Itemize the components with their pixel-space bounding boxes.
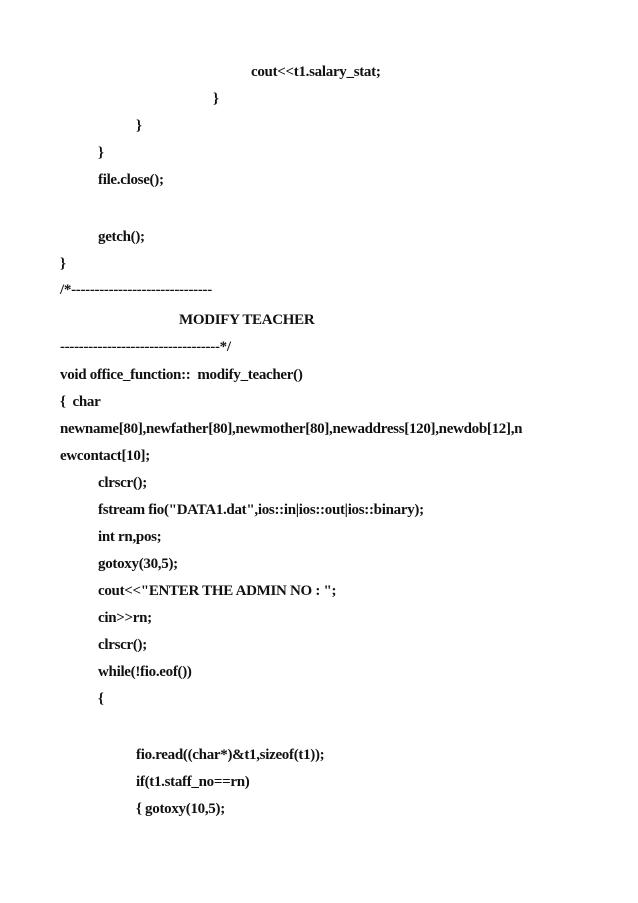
- code-line: clrscr();: [98, 475, 147, 491]
- code-line: }: [60, 256, 66, 272]
- code-line: newname[80],newfather[80],newmother[80],newaddress[120],newdob[12],n: [60, 421, 523, 437]
- code-line: gotoxy(30,5);: [98, 556, 178, 572]
- code-line: void office_function:: modify_teacher(): [60, 367, 303, 383]
- comment-line: /*------------------------------: [60, 282, 212, 298]
- code-line: getch();: [98, 229, 145, 245]
- code-line: file.close();: [98, 172, 164, 188]
- code-line: while(!fio.eof()): [98, 664, 192, 680]
- code-line: ewcontact[10];: [60, 448, 150, 464]
- code-line: }: [213, 91, 219, 107]
- code-line: fio.read((char*)&t1,sizeof(t1));: [136, 747, 325, 763]
- code-line: cin>>rn;: [98, 610, 152, 626]
- code-line: if(t1.staff_no==rn): [136, 774, 250, 790]
- code-line: cout<<"ENTER THE ADMIN NO : ";: [98, 583, 337, 599]
- code-line: }: [98, 145, 104, 161]
- code-line: cout<<t1.salary_stat;: [251, 64, 381, 80]
- code-line: clrscr();: [98, 637, 147, 653]
- code-line: {: [98, 691, 104, 707]
- comment-line: ----------------------------------*/: [60, 339, 231, 355]
- code-line: int rn,pos;: [98, 529, 162, 545]
- code-line: }: [136, 118, 142, 134]
- section-title: MODIFY TEACHER: [179, 312, 315, 328]
- code-line: fstream fio("DATA1.dat",ios::in|ios::out|ios::binary);: [98, 502, 424, 518]
- code-line: { gotoxy(10,5);: [136, 801, 225, 817]
- code-line: { char: [60, 394, 101, 410]
